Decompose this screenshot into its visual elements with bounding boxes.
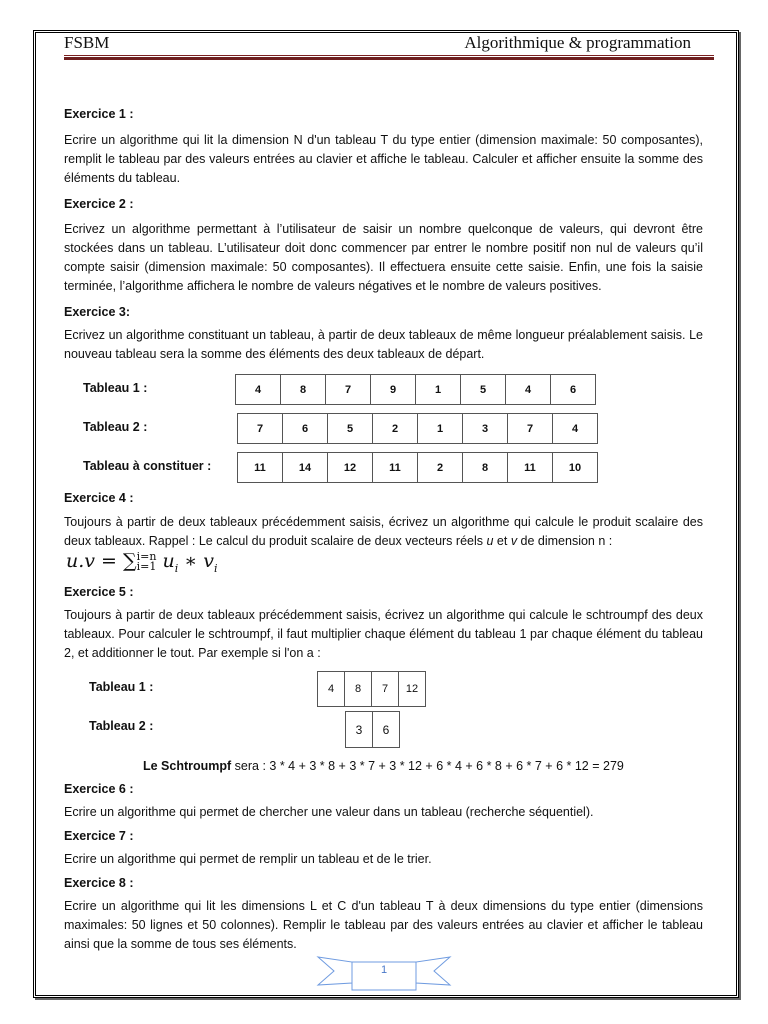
ex5-table1 <box>318 671 426 707</box>
table-cell: 7 <box>507 413 553 444</box>
ex5-table1-label: Tableau 1 : <box>89 680 154 694</box>
schtroumpf-formula: sera : 3 * 4 + 3 * 8 + 3 * 7 + 3 * 12 + 6 * 4 + 6 * 8 + 6 * 7 + 6 * 12 = 279 <box>231 759 624 773</box>
header-left: FSBM <box>64 33 110 52</box>
table-cell: 5 <box>460 374 506 405</box>
ex4-text <box>64 513 703 551</box>
table-cell: 6 <box>282 413 328 444</box>
var-v: v <box>510 534 518 548</box>
formula-v: ∗ v <box>178 550 214 572</box>
formula-index: i <box>213 561 218 575</box>
ex1-text: Ecrire un algorithme qui lit la dimension N d'un tableau T du type entier (dimension maximale: 50 composantes), remplit le tableau par des valeurs entrées au clavier et affiche le tableau. Calculer et afficher ensuite la somme des éléments du tableau. <box>64 133 703 185</box>
ex3-table2-label: Tableau 2 : <box>83 420 148 434</box>
table-cell: 10 <box>552 452 598 483</box>
table-cell: 8 <box>462 452 508 483</box>
ex6-text: Ecrire un algorithme qui permet de chercher une valeur dans un tableau (recherche séquentiel). <box>64 805 594 819</box>
ex5-table2-label: Tableau 2 : <box>89 719 154 733</box>
header-rule <box>64 55 714 56</box>
ex5-title: Exercice 5 : <box>64 585 134 599</box>
table-cell: 1 <box>417 413 463 444</box>
ex8-title: Exercice 8 : <box>64 876 134 890</box>
ex3-table1 <box>236 374 596 405</box>
table-cell: 3 <box>345 711 373 748</box>
ex3-table3 <box>238 452 598 483</box>
table-cell: 3 <box>462 413 508 444</box>
ex5-text: Toujours à partir de deux tableaux précédemment saisis, écrivez un algorithme qui calcule le schtroumpf des deux tableaux. Pour calculer le schtroumpf, il faut multiplier chaque élément du tableau 1 par chaque élément du tableau 2, et additionner le tout. Par exemple si l'on a : <box>64 608 703 660</box>
ex3-table3-label: Tableau à constituer : <box>83 459 212 473</box>
formula-index: i <box>174 561 179 575</box>
table-cell: 4 <box>317 671 345 707</box>
table-cell: 11 <box>372 452 418 483</box>
formula-lhs: u.v = ∑ <box>66 550 137 572</box>
table-cell: 12 <box>398 671 426 707</box>
ex3-table2 <box>238 413 598 444</box>
ex3-table1-label: Tableau 1 : <box>83 381 148 395</box>
header-right: Algorithmique & programmation <box>464 33 691 52</box>
table-cell: 7 <box>237 413 283 444</box>
ex2-title: Exercice 2 : <box>64 197 134 211</box>
table-cell: 8 <box>280 374 326 405</box>
ex3-text: Ecrivez un algorithme constituant un tableau, à partir de deux tableaux de même longueur préalablement saisis. Le nouveau tableau sera la somme des éléments des deux tableaux de départ. <box>64 328 703 361</box>
formula-u: u <box>156 550 175 572</box>
var-u: u <box>486 534 494 548</box>
ex3-title: Exercice 3: <box>64 305 131 319</box>
ex8-text: Ecrire un algorithme qui lit les dimensions L et C d'un tableau T à deux dimensions du type entier (dimensions maximales: 50 lignes et 50 colonnes). Remplir le tableau par des valeurs entrées au clavier et afficher le tableau ainsi que la somme de tous ses éléments. <box>64 899 703 951</box>
ex2-text: Ecrivez un algorithme permettant à l’utilisateur de saisir un nombre quelconque de valeurs, qui devront être stockées dans un tableau. L’utilisateur doit donc commencer par entrer le nombre positif non nul de valeurs qu’il compte saisir (dimension maximale: 50 composantes). Il effectuera ensuite cette saisie. Enfin, une fois la saisie terminée, l’algorithme affichera le nombre de valeurs négatives et le nombre de valeurs positives. <box>64 222 703 293</box>
table-cell: 7 <box>325 374 371 405</box>
ex5-table2 <box>346 711 400 748</box>
table-cell: 4 <box>552 413 598 444</box>
ex4-title: Exercice 4 : <box>64 491 134 505</box>
table-cell: 11 <box>237 452 283 483</box>
table-cell: 2 <box>417 452 463 483</box>
page-number: 1 <box>380 964 388 976</box>
table-cell: 6 <box>372 711 400 748</box>
table-cell: 5 <box>327 413 373 444</box>
ex7-title: Exercice 7 : <box>64 829 134 843</box>
table-cell: 9 <box>370 374 416 405</box>
formula-upper: i=n <box>136 550 157 563</box>
header-rule-thick <box>64 57 714 60</box>
table-cell: 2 <box>372 413 418 444</box>
table-cell: 6 <box>550 374 596 405</box>
ex4-text-b: de dimension n : <box>517 534 613 548</box>
table-cell: 1 <box>415 374 461 405</box>
table-cell: 4 <box>235 374 281 405</box>
ex7-text: Ecrire un algorithme qui permet de remplir un tableau et de le trier. <box>64 852 432 866</box>
ex4-text-a: Toujours à partir de deux tableaux précédemment saisis, écrivez un algorithme qui calcule le produit scalaire des deux tableaux. Rappel : Le calcul du produit scalaire de deux vecteurs réels <box>64 515 703 548</box>
table-cell: 7 <box>371 671 399 707</box>
table-cell: 12 <box>327 452 373 483</box>
table-cell: 8 <box>344 671 372 707</box>
ex6-title: Exercice 6 : <box>64 782 134 796</box>
dot-product-formula <box>66 550 217 575</box>
ex4-and: et <box>493 534 511 548</box>
table-cell: 14 <box>282 452 328 483</box>
schtroumpf-label: Le Schtroumpf <box>143 759 232 773</box>
schtroumpf-result <box>143 759 624 773</box>
table-cell: 11 <box>507 452 553 483</box>
table-cell: 4 <box>505 374 551 405</box>
ex1-title: Exercice 1 : <box>64 107 134 121</box>
formula-lower: i=1 <box>136 560 157 573</box>
